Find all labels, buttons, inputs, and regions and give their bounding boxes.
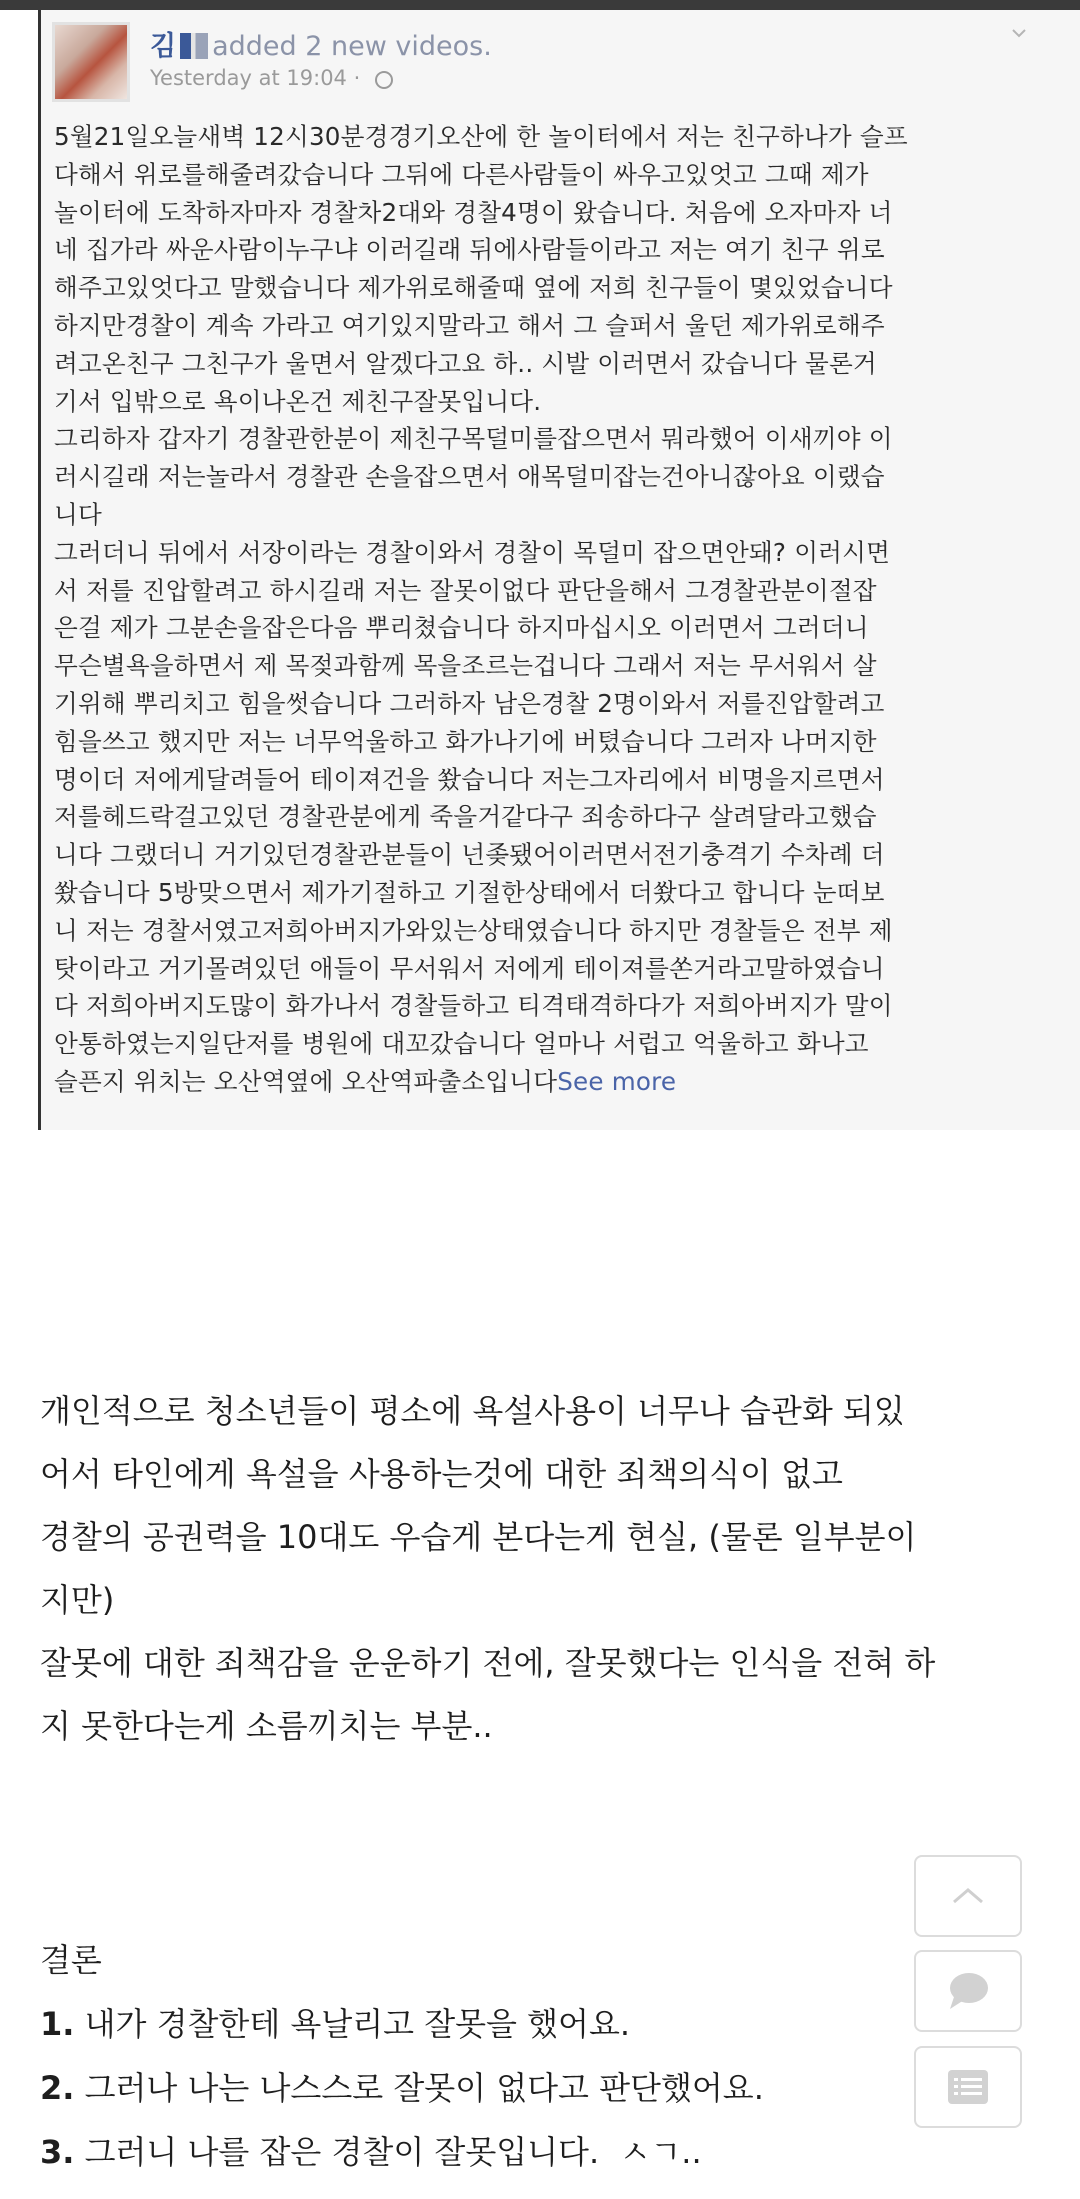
- list-item: [40, 2120, 1040, 2184]
- list-item: [40, 1992, 1040, 2056]
- avatar: [52, 22, 130, 102]
- timestamp-text: Yesterday at 19:04 ·: [150, 66, 367, 90]
- status-bar: [0, 0, 1080, 10]
- blurred-name: [180, 33, 208, 59]
- author-name[interactable]: 김: [150, 31, 177, 62]
- comment-bubble-icon: [944, 1969, 992, 2013]
- list-number: 3.: [40, 2133, 75, 2171]
- chevron-up-icon: [948, 1884, 988, 1908]
- comment-button[interactable]: [914, 1950, 1022, 2032]
- list-button[interactable]: [914, 2046, 1022, 2128]
- list-number: 2.: [40, 2069, 75, 2107]
- list-text: 그러니 나를 잡은 경찰이 잘못입니다. ㅅㄱ..: [74, 2133, 702, 2171]
- post-header: [150, 24, 492, 63]
- comment-text: 개인적으로 청소년들이 평소에 욕설사용이 너무나 습관화 되있 어서 타인에게 욕설을 사용하는것에 대한 죄책의식이 없고 경찰의 공권력을 10대도 우습게 본다는게 현실, (물론 일부분이 지만) 잘못에 대한 죄책감을 운운하기 전에, 잘못했다는 인식을 전혀 하 지 못한다는게 소름끼치는 부분..: [40, 1392, 936, 1745]
- scroll-top-button[interactable]: [914, 1855, 1022, 1937]
- post-body: [54, 118, 1039, 1101]
- conclusion: [40, 1928, 1040, 2184]
- list-icon: [946, 2068, 990, 2106]
- post-timestamp: [150, 66, 393, 90]
- see-more-link[interactable]: See more: [557, 1066, 677, 1096]
- list-text: 그러나 나는 나스스로 잘못이 없다고 판단했어요.: [74, 2069, 764, 2107]
- list-item: [40, 2056, 1040, 2120]
- post-body-text: 5월21일오늘새벽 12시30분경경기오산에 한 놀이터에서 저는 친구하나가 슬프 다해서 위로를해줄려갔습니다 그뒤에 다른사람들이 싸우고있엇고 그때 제가 놀이터에 도착하자마자 경찰차2대와 경찰4명이 왔습니다. 처음에 오자마자 너 네 집가라 싸운사람이누구냐 이러길래 뒤에사람들이라고 저는 여기 친구 위로 해주고있엇다고 말했습니다 제가위로해줄때 옆에 저희 친구들이 몇있었습니다 하지만경찰이 계속 가라고 여기있지말라고 해서 그 슬퍼서 울던 제가위로해주 려고온친구 그친구가 울면서 알겠다고요 하.. 시발 이러면서 갔습니다 물론거 기서 입밖으로 욕이나온건 제친구잘못입니다. 그리하자 갑자기 경찰관한분이 제친구목덜미를잡으면서 뭐라했어 이새끼야 이 러시길래 저는놀라서 경찰관 손을잡으면서 애목덜미잡는건아니잖아요 이랬습 니다 그러더니 뒤에서 서장이라는 경찰이와서 경찰이 목덜미 잡으면안돼? 이러시면 서 저를 진압할려고 하시길래 저는 잘못이없다 판단을해서 그경찰관분이절잡 은걸 제가 그분손을잡은다음 뿌리쳤습니다 하지마십시오 이러면서 그러더니 무슨별욕을하면서 제 목젖과함께 목을조르는겁니다 그래서 저는 무서워서 살 기위해 뿌리치고 힘을썻습니다 그러하자 남은경찰 2명이와서 저를진압할려고 힘을쓰고 했지만 저는 너무억울하고 화가나기에 버텼습니다 그러자 나머지한 명이더 저에게달려들어 테이져건을 쐈습니다 저는그자리에서 비명을지르면서 저를헤드락걸고있던 경찰관분에게 죽을거같다구 죄송하다구 살려달라고했습 니다 그랬더니 거기있던경찰관분들이 넌좆됐어이러면서전기충격기 수차례 더 쐈습니다 5방맞으면서 제가기절하고 기절한상태에서 더쐈다고 합니다 눈떠보 니 저는 경찰서였고저희아버지가와있는상태였습니다 하지만 경찰들은 전부 제 탓이라고 거기몰려있던 애들이 무서워서 저에게 테이져를쏜거라고말하였습니 다 저희아버지도많이 화가나서 경찰들하고 티격태격하다가 저희아버지가 말이 안통하였는지일단저를 병원에 대꼬갔습니다 얼마나 서럽고 억울하고 화나고 슬픈지 위치는 오산역옆에 오산역파출소입니다: [54, 122, 908, 1096]
- list-text: 내가 경찰한테 욕날리고 잘못을 했어요.: [74, 2005, 631, 2043]
- list-number: 1.: [40, 2005, 75, 2043]
- post-action: added 2 new videos.: [212, 31, 492, 62]
- conclusion-heading: 결론: [40, 1941, 102, 1979]
- chevron-down-icon[interactable]: [1010, 24, 1028, 42]
- globe-icon: [375, 71, 393, 89]
